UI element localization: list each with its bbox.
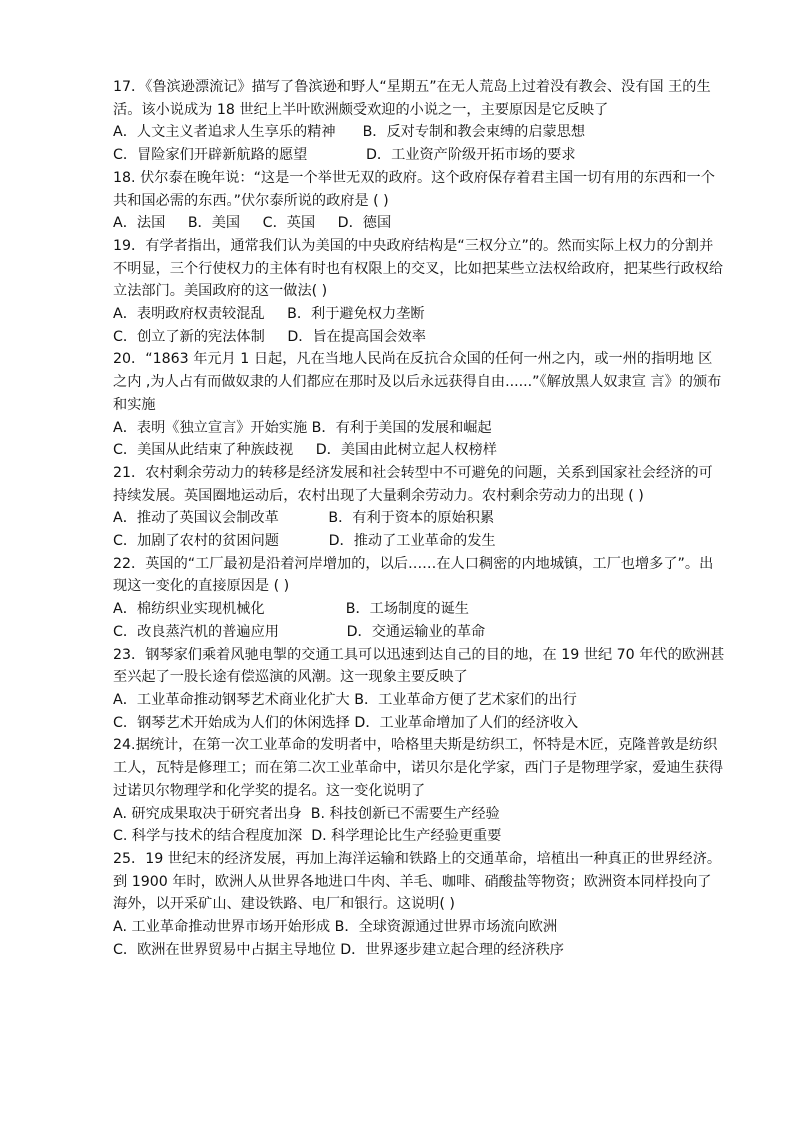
- question-stem: 25．19 世纪末的经济发展，再加上海洋运输和铁路上的交通革命，培植出一种真正的世界经济。到 1900 年时，欧洲人从世界各地进口牛肉、羊毛、咖啡、硝酸盐等物资；欧洲资本同样投向了海外，以开采矿山、建设铁路、电厂和银行。这说明( ): [113, 850, 722, 913]
- option-line: C. 科学与技术的结合程度加深 D. 科学理论比生产经验更重要: [113, 828, 502, 845]
- question-stem: 19．有学者指出，通常我们认为美国的中央政府结构是“三权分立”的。然而实际上权力的分割并不明显，三个行使权力的主体有时也有权限上的交叉，比如把某些立法权给政府，把某些行政权给立法部门。美国政府的这一做法( ): [113, 237, 724, 300]
- question-23: [113, 644, 725, 735]
- option-line: A. 工业革命推动世界市场开始形成 B．全球资源通过世界市场流向欧洲: [113, 919, 558, 936]
- option-line: C．钢琴艺术开始成为人们的休闲选择 D．工业革命增加了人们的经济收入: [113, 714, 579, 731]
- question-19: [113, 235, 725, 349]
- question-stem: 21．农村剩余劳动力的转移是经济发展和社会转型中不可避免的问题，关系到国家社会经济的可持续发展。英国圈地运动后，农村出现了大量剩余劳动力。农村剩余劳动力的出现 ( ): [113, 464, 713, 504]
- question-18: [113, 167, 725, 235]
- question-stem: 23．钢琴家们乘着风驰电掣的交通工具可以迅速到达自己的目的地，在 19 世纪 70 年代的欧洲甚至兴起了一股长途有偿巡演的风潮。这一现象主要反映了: [113, 646, 725, 686]
- question-stem: 20．“1863 年元月 1 日起，凡在当地人民尚在反抗合众国的任何一州之内，或一州的指明地 区之内 ,为人占有而做奴隶的人们都应在那时及以后永远获得自由......”《解放黑人奴隶宣 言》的颁布和实施: [113, 351, 722, 413]
- question-20: [113, 348, 725, 462]
- option-line: A．工业革命推动钢琴艺术商业化扩大 B．工业革命方便了艺术家们的出行: [113, 691, 577, 708]
- question-stem: 17．《鲁滨逊漂流记》描写了鲁滨逊和野人“星期五”在无人荒岛上过着没有教会、没有国 王的生活。该小说成为 18 世纪上半叶欧洲颇受欢迎的小说之一，主要原因是它反映了: [113, 79, 711, 118]
- option-line: A．棉纺织业实现机械化 B．工场制度的诞生: [113, 601, 469, 618]
- option-line: A．人文主义者追求人生享乐的精神 B．反对专制和教会束缚的启蒙思想: [113, 124, 586, 141]
- option-line: A．表明政府权责较混乱 B．利于避免权力垄断: [113, 306, 425, 323]
- option-line: A．表明《独立宣言》开始实施 B．有利于美国的发展和崛起: [113, 419, 492, 436]
- question-stem: 22．英国的“工厂最初是沿着河岸增加的，以后……在人口稠密的内地城镇，工厂也增多了”。出现这一变化的直接原因是 ( ): [113, 555, 714, 595]
- option-line: C．改良蒸汽机的普遍应用 D．交通运输业的革命: [113, 623, 486, 640]
- option-line: C．欧洲在世界贸易中占据主导地位 D．世界逐步建立起合理的经济秩序: [113, 941, 564, 958]
- question-22: [113, 553, 725, 644]
- question-21: [113, 462, 725, 553]
- option-line: A．推动了英国议会制改革 B．有利于资本的原始积累: [113, 510, 495, 527]
- option-line: C．创立了新的宪法体制 D．旨在提高国会效率: [113, 328, 426, 345]
- question-stem: 18. 伏尔泰在晚年说：“这是一个举世无双的政府。这个政府保存着君主国一切有用的东西和一个共和国必需的东西。”伏尔泰所说的政府是 ( ): [113, 169, 715, 209]
- option-line: C．冒险家们开辟新航路的愿望 D．工业资产阶级开拓市场的要求: [113, 147, 576, 164]
- option-line: C．加剧了农村的贫困问题 D．推动了工业革命的发生: [113, 533, 496, 550]
- option-line: A．法国 B．美国 C．英国 D．德国: [113, 215, 392, 232]
- option-line: C．美国从此结束了种族歧视 D．美国由此树立起人权榜样: [113, 442, 497, 459]
- question-24: [113, 734, 725, 848]
- option-line: A. 研究成果取决于研究者出身 B. 科技创新已不需要生产经验: [113, 805, 500, 822]
- question-25: [113, 848, 725, 962]
- question-stem: 24.据统计，在第一次工业革命的发明者中，哈格里夫斯是纺织工，怀特是木匠，克隆普敦是纺织工人，瓦特是修理工；而在第二次工业革命中，诺贝尔是化学家，西门子是物理学家，爱迪生获得过诺贝尔物理学和化学奖的提名。这一变化说明了: [113, 737, 724, 799]
- exam-page: [113, 76, 725, 961]
- question-17: [113, 76, 725, 167]
